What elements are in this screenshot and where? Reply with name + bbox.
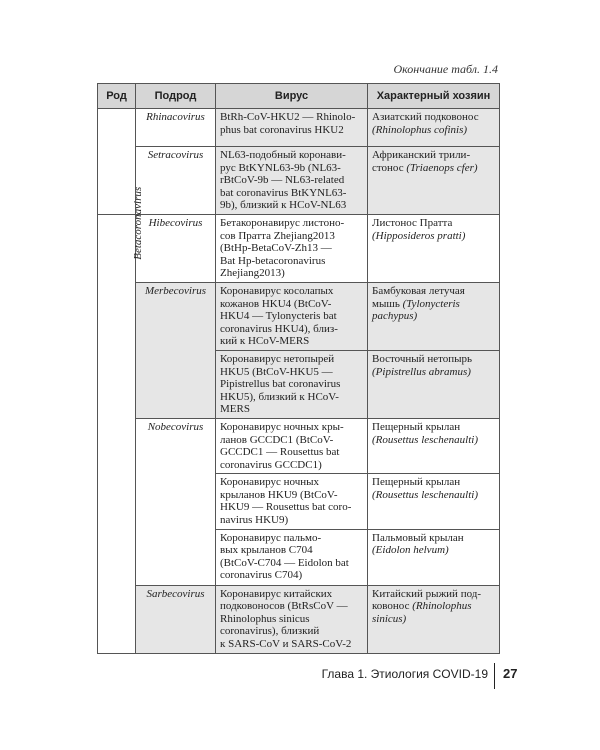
- virus-cell: Коронавирус нетопырей HKU5 (BtCoV-HKU5 — Pipistrellus bat coronavirus HKU5), близкий к HCoV- MERS: [216, 350, 368, 418]
- subgenus-nobecovirus: Nobecovirus: [136, 418, 216, 585]
- host-cell: Пещерный крылан (Rousettus leschenaulti): [368, 418, 500, 473]
- virus-cell: BtRh-CoV-HKU2 — Rhinolo- phus bat coronavirus HKU2: [216, 109, 368, 147]
- virus-cell: Бетакоронавирус листоно- сов Пратта Zhejiang2013 (BtHp-BetaCoV-Zh13 — Bat Hp-betacoronavirus Zhejiang2013): [216, 214, 368, 282]
- genus-betacoronavirus: [98, 186, 145, 653]
- table-row: [98, 109, 500, 147]
- subgenus-sarbecovirus: Sarbecovirus: [136, 585, 216, 653]
- table-row: [98, 418, 500, 473]
- host-cell: Бамбуковая летучая мышь (Tylonycteris pachypus): [368, 282, 500, 350]
- virus-cell: Коронавирус ночных крыланов HKU9 (BtCoV- HKU9 — Rousettus bat coro- navirus HKU9): [216, 474, 368, 529]
- virus-cell: Коронавирус пальмо- вых крыланов C704 (BtCoV-C704 — Eidolon bat coronavirus C704): [216, 529, 368, 585]
- host-cell: Пещерный крылан (Rousettus leschenaulti): [368, 474, 500, 529]
- header-virus: Вирус: [216, 84, 368, 109]
- header-host: Характерный хозяин: [368, 84, 500, 109]
- host-cell: Азиатский подковонос (Rhinolophus сofinis): [368, 109, 500, 147]
- page-footer: [0, 663, 600, 689]
- table-caption: Окончание табл. 1.4: [393, 62, 498, 76]
- header-subgenus: Подрод: [136, 84, 216, 109]
- virus-cell: Коронавирус ночных кры- ланов GCCDC1 (BtCoV- GCCDC1 — Rousettus bat coronavirus GCCDC1): [216, 418, 368, 473]
- host-cell: Пальмовый крылан (Eidolon helvum): [368, 529, 500, 585]
- subgenus-rhinacovirus: Rhinacovirus: [136, 109, 216, 147]
- subgenus-setracovirus: Setracovirus: [136, 147, 216, 215]
- virus-table: [97, 83, 500, 654]
- host-cell: Листонос Пратта (Hipposideros pratti): [368, 214, 500, 282]
- page-number: 27: [503, 666, 518, 681]
- footer-divider: [494, 663, 495, 689]
- table-header-row: [98, 84, 500, 109]
- host-cell: Восточный нетопырь (Pipistrellus abramus): [368, 350, 500, 418]
- table-row: [98, 147, 500, 215]
- host-cell: Китайский рыжий под- ковонос (Rhinolophus sinicus): [368, 585, 500, 653]
- table-row: [98, 585, 500, 653]
- genus-cell-empty: [98, 109, 136, 215]
- subgenus-hibecovirus: Hibecovirus: [136, 214, 216, 282]
- host-cell: Африканский трили- стонос (Triaenops сfer): [368, 147, 500, 215]
- table-row: [98, 214, 500, 282]
- virus-cell: NL63-подобный коронави- рус BtKYNL63-9b (NL63- rBtCoV-9b — NL63-related bat coronavirus BtKYNL63- 9b), близкий к HCoV-NL63: [216, 147, 368, 215]
- header-genus: Род: [98, 84, 136, 109]
- virus-cell: Коронавирус косолапых кожанов HKU4 (BtCoV- HKU4 — Tylonycteris bat coronavirus HKU4), близ- кий к HCoV-MERS: [216, 282, 368, 350]
- subgenus-merbecovirus: Merbecovirus: [136, 282, 216, 418]
- table-row: [98, 282, 500, 350]
- virus-cell: Коронавирус китайских подковоносов (BtRsCoV — Rhinolophus sinicus coronavirus), близкий к SARS-CoV и SARS-CoV-2: [216, 585, 368, 653]
- genus-label: Betacoronavirus: [132, 186, 145, 260]
- chapter-title: Глава 1. Этиология COVID-19: [321, 667, 488, 681]
